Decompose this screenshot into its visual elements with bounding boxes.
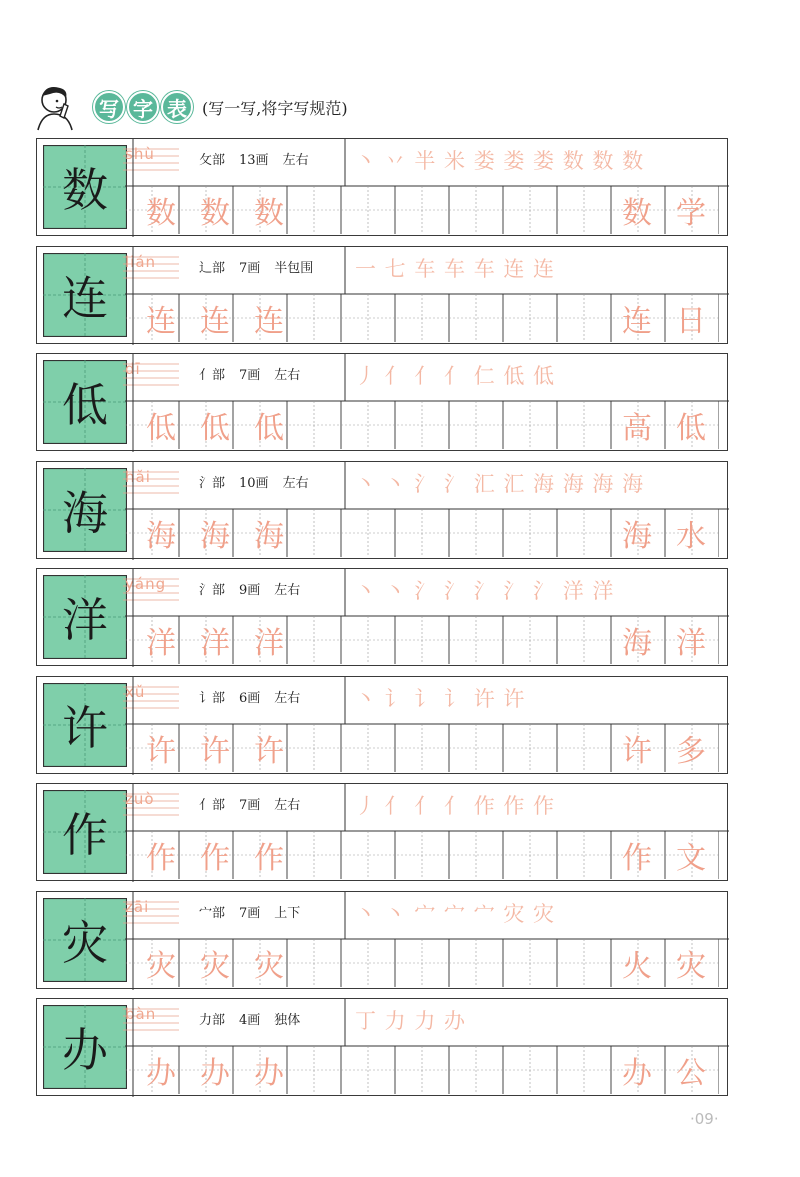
structure-label: 独体 [274, 1013, 301, 1028]
word-character: 洋 [676, 626, 706, 661]
trace-character: 低 [146, 411, 176, 446]
trace-character: 办 [254, 1056, 284, 1091]
radical-label: 攵部 [199, 153, 226, 168]
word-character: 低 [676, 411, 706, 446]
trace-character: 数 [146, 196, 176, 231]
trace-character: 许 [254, 733, 284, 769]
trace-character: 海 [254, 518, 284, 554]
stroke-count-label: 7画 [239, 260, 261, 276]
reading-boy-icon [30, 82, 86, 132]
trace-character: 灾 [200, 948, 230, 984]
character-entry [36, 246, 728, 344]
radical-label: 宀部 [199, 905, 226, 921]
word-character: 学 [676, 196, 706, 231]
trace-character: 洋 [200, 626, 230, 661]
trace-character: 洋 [254, 626, 284, 661]
word-character: 作 [622, 841, 652, 876]
model-character: 海 [62, 485, 108, 540]
model-character: 灾 [62, 915, 108, 970]
stroke-order: 丶 讠 讠 讠 许 许 [355, 686, 526, 711]
structure-label: 上下 [274, 905, 301, 921]
trace-character: 许 [200, 733, 230, 769]
stroke-order: 丶 丶 氵 氵 汇 汇 海 海 海 海 [355, 471, 645, 496]
character-entry [36, 783, 728, 881]
section-subtitle: (写一写,将字写规范) [202, 99, 348, 118]
model-character: 作 [62, 808, 108, 862]
structure-label: 左右 [282, 153, 309, 168]
stroke-order: 丶 丷 半 米 娄 娄 娄 数 数 数 [355, 149, 645, 173]
pinyin-text: zāi [125, 897, 150, 916]
trace-character: 数 [200, 196, 230, 231]
model-character: 办 [62, 1023, 108, 1077]
character-entry [36, 138, 728, 236]
word-character: 数 [622, 196, 652, 231]
pinyin-text: hǎi [125, 467, 151, 486]
trace-character: 办 [200, 1056, 230, 1091]
stroke-order: 丶 丶 宀 宀 宀 灾 灾 [355, 901, 556, 926]
word-character: 多 [676, 733, 706, 769]
stroke-count-label: 4画 [239, 1013, 261, 1028]
trace-character: 作 [200, 841, 230, 876]
trace-character: 海 [200, 518, 230, 554]
word-character: 灾 [676, 948, 706, 984]
word-character: 火 [622, 948, 652, 984]
stroke-count-label: 6画 [239, 690, 261, 706]
character-entry [36, 568, 728, 666]
model-character: 低 [62, 378, 108, 432]
character-entry [36, 461, 728, 559]
stroke-order: 丿 亻 亻 亻 仁 低 低 [355, 364, 556, 388]
stroke-count-label: 10画 [239, 475, 269, 491]
stroke-count-label: 7画 [239, 905, 261, 921]
trace-character: 数 [254, 196, 284, 231]
stroke-count-label: 9画 [239, 583, 261, 598]
character-entry [36, 891, 728, 989]
trace-character: 低 [200, 411, 230, 446]
word-character: 许 [622, 733, 652, 769]
model-character: 数 [62, 163, 108, 217]
stroke-order: 一 七 车 车 车 连 连 [355, 256, 556, 281]
section-title [80, 92, 206, 122]
stroke-order: 丿 亻 亻 亻 作 作 作 [355, 794, 556, 818]
word-character: 水 [676, 518, 706, 554]
trace-character: 灾 [146, 948, 176, 984]
radical-label: 氵部 [199, 475, 226, 491]
structure-label: 左右 [274, 583, 301, 598]
radical-label: 亻部 [199, 798, 226, 813]
stroke-count-label: 13画 [239, 153, 269, 168]
trace-character: 作 [254, 841, 284, 876]
structure-label: 左右 [282, 475, 309, 491]
pinyin-text: lián [125, 252, 157, 271]
structure-label: 左右 [274, 690, 301, 706]
trace-character: 连 [254, 303, 284, 339]
word-character: 文 [676, 841, 706, 876]
pinyin-text: shù [125, 145, 155, 163]
trace-character: 连 [146, 303, 176, 339]
trace-character: 连 [200, 303, 230, 339]
character-entry [36, 676, 728, 774]
pinyin-text: yáng [125, 575, 167, 593]
model-character: 洋 [62, 593, 108, 647]
stroke-count-label: 7画 [239, 368, 261, 383]
trace-character: 低 [254, 411, 284, 446]
word-character: 公 [676, 1056, 706, 1091]
stroke-count-label: 7画 [239, 798, 261, 813]
page-number: ·09· [690, 1110, 719, 1128]
trace-character: 办 [146, 1056, 176, 1091]
structure-label: 半包围 [274, 260, 314, 276]
model-character: 许 [62, 700, 108, 755]
trace-character: 作 [146, 841, 176, 876]
model-character: 连 [62, 270, 108, 325]
radical-label: 辶部 [199, 260, 226, 276]
word-character: 海 [622, 518, 652, 554]
pinyin-text: bàn [125, 1005, 157, 1023]
word-character: 连 [622, 303, 652, 339]
trace-character: 许 [146, 733, 176, 769]
stroke-order: 丁 力 力 办 [355, 1009, 467, 1033]
trace-character: 海 [146, 518, 176, 554]
character-entry [36, 998, 728, 1096]
structure-label: 左右 [274, 798, 301, 813]
trace-character: 灾 [254, 948, 284, 984]
word-character: 海 [622, 626, 652, 661]
title-char: 写 [93, 91, 125, 123]
radical-label: 亻部 [199, 368, 226, 383]
word-character: 高 [622, 411, 652, 446]
trace-character: 洋 [146, 626, 176, 661]
radical-label: 力部 [199, 1013, 226, 1028]
pinyin-text: zuò [125, 790, 155, 808]
pinyin-text: xǔ [125, 682, 146, 701]
stroke-order: 丶 丶 氵 氵 氵 氵 氵 洋 洋 [355, 579, 615, 603]
word-character: 日 [676, 303, 706, 339]
page-header [30, 82, 790, 132]
character-entry [36, 353, 728, 451]
radical-label: 讠部 [199, 690, 226, 706]
pinyin-text: dī [125, 360, 141, 378]
title-char: 字 [127, 91, 159, 123]
title-char: 表 [161, 91, 193, 123]
structure-label: 左右 [274, 368, 301, 383]
radical-label: 氵部 [199, 583, 226, 598]
word-character: 办 [622, 1056, 652, 1091]
